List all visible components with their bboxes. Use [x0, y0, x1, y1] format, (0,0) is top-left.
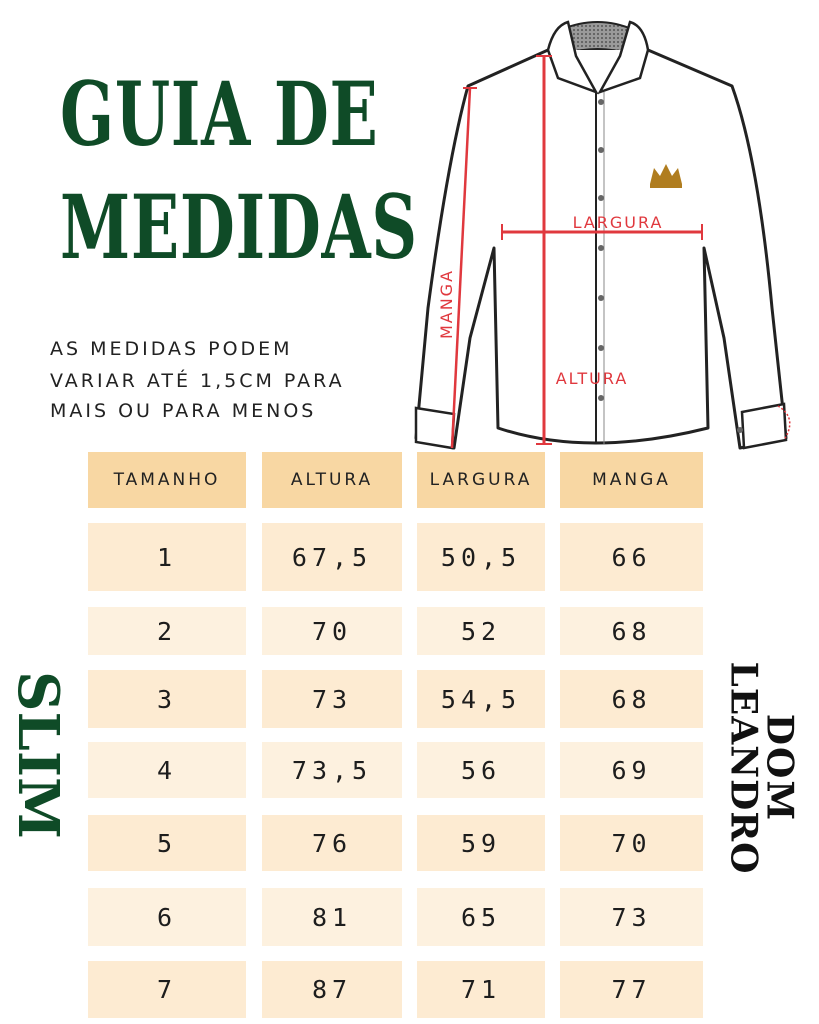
- note-line3: MAIS OU PARA MENOS: [50, 400, 317, 422]
- note-line2: VARIAR ATÉ 1,5CM PARA: [50, 370, 345, 392]
- table-cell-altura: 67,5: [262, 523, 402, 591]
- header-altura: ALTURA: [262, 452, 402, 508]
- brand-logo: [712, 661, 812, 875]
- table-cell-tamanho: 6: [88, 888, 246, 946]
- largura-label: LARGURA: [572, 213, 664, 232]
- table-cell-altura: 87: [262, 961, 402, 1018]
- header-manga: MANGA: [560, 452, 703, 508]
- table-cell-tamanho: 3: [88, 670, 246, 728]
- brand-line1: DOM: [759, 713, 801, 823]
- fit-label-text: SLIM: [5, 671, 71, 839]
- page-title-line1: GUIA DE: [60, 62, 379, 166]
- table-cell-largura: 54,5: [417, 670, 545, 728]
- table-cell-manga: 68: [560, 607, 703, 655]
- table-cell-tamanho: 2: [88, 607, 246, 655]
- table-cell-manga: 73: [560, 888, 703, 946]
- table-cell-altura: 70: [262, 607, 402, 655]
- table-cell-manga: 68: [560, 670, 703, 728]
- table-cell-tamanho: 4: [88, 742, 246, 798]
- table-cell-altura: 81: [262, 888, 402, 946]
- brand-line2: LEANDRO: [723, 661, 765, 875]
- table-cell-manga: 66: [560, 523, 703, 591]
- table-cell-largura: 65: [417, 888, 545, 946]
- table-cell-tamanho: 5: [88, 815, 246, 871]
- altura-label: ALTURA: [555, 369, 629, 388]
- table-cell-altura: 73,5: [262, 742, 402, 798]
- table-cell-tamanho: 1: [88, 523, 246, 591]
- table-cell-largura: 52: [417, 607, 545, 655]
- table-cell-manga: 69: [560, 742, 703, 798]
- table-cell-largura: 56: [417, 742, 545, 798]
- shirt-diagram: [408, 8, 798, 458]
- table-cell-manga: 77: [560, 961, 703, 1018]
- manga-label: MANGA: [437, 268, 456, 340]
- note-line1: AS MEDIDAS PODEM: [50, 338, 293, 360]
- table-cell-altura: 73: [262, 670, 402, 728]
- table-cell-tamanho: 7: [88, 961, 246, 1018]
- table-cell-largura: 71: [417, 961, 545, 1018]
- fit-label: [0, 671, 78, 839]
- page-title-line2: MEDIDAS: [60, 175, 418, 279]
- table-cell-altura: 76: [262, 815, 402, 871]
- header-tamanho: TAMANHO: [88, 452, 246, 508]
- table-cell-largura: 50,5: [417, 523, 545, 591]
- table-cell-manga: 70: [560, 815, 703, 871]
- table-cell-largura: 59: [417, 815, 545, 871]
- header-largura: LARGURA: [417, 452, 545, 508]
